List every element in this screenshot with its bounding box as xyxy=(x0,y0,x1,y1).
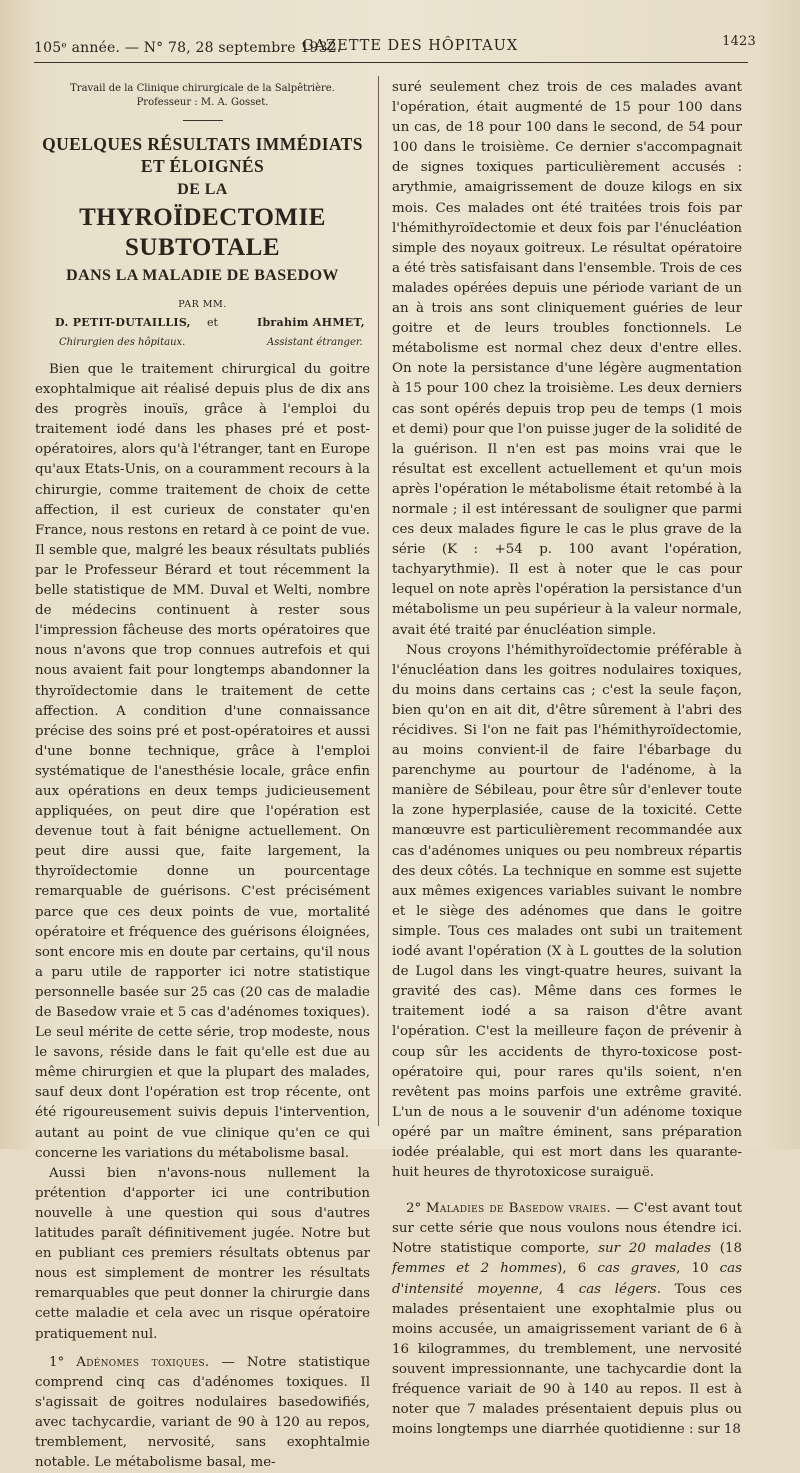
section-2-emphasis: cas d'intensité moyenne xyxy=(392,1261,743,1297)
right-body-text xyxy=(392,78,742,1440)
journal-title: GAZETTE DES HÔPITAUX xyxy=(302,38,519,54)
section-2-paragraph xyxy=(392,1199,742,1440)
section-2-text: , 10 xyxy=(676,1261,720,1277)
by-line: PAR MM. xyxy=(178,299,227,310)
paragraph: Nous croyons l'hémithyroïdectomie préférable à l'énucléation dans les goitres nodulaires toxiques, du moins dans certains cas ; c'est la seule façon, bien qu'on en ait dit, d'être sûrement à l'abri des récidives. Si l'on ne fait pas l'hémithyroïdectomie, au moins convient-il de faire l'ébarbage du parenchyme au pourtour de l'adénome, à la manière de Sébileau, pour être sûr d'enlever toute la zone hyperplasiée, cause de la toxicité. Cette manœuvre est particulièrement recommandée aux cas d'adénomes uniques ou peu nombreux répartis des deux côtés. La technique en somme est sujette aux mêmes exigences variables suivant le nombre et le siège des adénomes que dans le goitre simple. Tous ces malades ont subi un traitement iodé avant l'opération (X à L gouttes de la solution de Lugol dans les vingt-quatre heures, suivant la gravité des cas). Même dans ces formes le traitement iodé a sa raison d'être avant l'opération. C'est la meilleure façon de prévenir à coup sûr les accidents de thyro-toxicose post-opératoire qui, pour rares qu'ils soient, n'en revêtent pas moins parfois une extrême gravité. L'un de nous a le souvenir d'un adénome toxique opéré par un maître éminent, sans préparation iodée préalable, qui est mort dans les quarante-huit heures de thyrotoxicose suraiguë. xyxy=(392,642,742,1181)
issue-line: 105ᵉ année. — N° 78, 28 septembre 1932. xyxy=(34,40,342,56)
section-2-text: , 4 xyxy=(538,1281,579,1297)
attribution-professor: Professeur : M. A. Gosset. xyxy=(136,97,269,108)
left-column xyxy=(35,78,370,1473)
section-1-heading: Adénomes toxiques. xyxy=(76,1354,210,1370)
section-2-text: . Tous ces malades présentaient une exophtalmie plus ou moins accusée, un amaigrissement variant de 6 à 16 kilogrammes, du tremblement, une nervosité souvent impressionnante, une tachycardie dont la fréquence variait de 90 à 140 au repos. Il est à noter que 7 malades présentaient depuis plus ou moins longtemps une diarrhée quotidienne : sur 18 xyxy=(392,1281,742,1438)
title-divider xyxy=(183,120,223,121)
attribution xyxy=(35,82,370,110)
section-1-number: 1° xyxy=(49,1354,77,1370)
right-column xyxy=(392,78,742,1440)
paragraph: Aussi bien n'avons-nous nullement la prétention d'apporter ici une contribution nouvelle à une question qui sous d'autres latitudes paraît définitivement jugée. Notre but en publiant ces premiers résultats obtenus par nous est simplement de montrer les résultats remarquables que peut donner la chirurgie dans cette maladie et cela avec un risque opératoire pratiquement nul. xyxy=(35,1165,370,1342)
article-title-main: THYROÏDECTOMIE SUBTOTALE xyxy=(79,204,326,261)
paragraph: Bien que le traitement chirurgical du goitre exophtalmique ait réalisé depuis plus de dix ans des progrès inouïs, grâce à l'emploi du traitement iodé dans les phases pré et post-opératoires, alors qu'à l'étranger, tant en Europe qu'aux Etats-Unis, on a couramment recours à la chirurgie, comme traitement de choix de cette affection, il est curieux de constater qu'en France, nous restons en retard à ce point de vue. Il semble que, malgré les beaux résultats publiés par le Professeur Bérard et tout récemment la belle statistique de MM. Duval et Welti, nombre de médecins continuent à rester sous l'impression fâcheuse des morts opératoires que nous n'avons que trop connues autrefois et qui nous avaient fait pour longtemps abandonner la thyroïdectomie dans le traitement de cette affection. A condition d'une connaissance précise des soins pré et post-opératoires et aussi d'une bonne technique, grâce à l'emploi systématique de l'anesthésie locale, grâce enfin aux opérations en deux temps judicieusement appliquées, on peut dire que l'opération est devenue tout à fait bénigne actuellement. On peut dire aussi que, faite largement, la thyroïdectomie donne un pourcentage remarquable de guérisons. C'est précisément parce que ces deux points de vue, mortalité opératoire et fréquence des guérisons éloignées, sont encore mis en doute par certains, qu'il nous a paru utile de rapporter ici notre statistique personnelle basée sur 25 cas (20 cas de maladie de Basedow vraie et 5 cas d'adénomes toxiques). Le seul mérite de cette série, trop modeste, nous le savons, réside dans le fait qu'elle est due au même chirurgien et que la plupart des malades, sauf deux dont l'opération est trop récente, ont été rigoureusement suivis depuis l'intervention, autant au point de vue clinique qu'en ce qui concerne les variations du métabolisme basal. xyxy=(35,362,371,1161)
section-2-emphasis: femmes et 2 hommes xyxy=(392,1261,558,1277)
author-conjunction: et xyxy=(207,316,218,329)
author-2-name: Ibrahim AHMET, xyxy=(257,316,365,329)
page-header xyxy=(34,34,756,58)
section-2-emphasis: sur 20 malades xyxy=(598,1241,711,1257)
article-title-line-2: DE LA xyxy=(177,181,228,198)
section-1-text: — Notre statistique comprend cinq cas d'adénomes toxiques. Il s'agissait de goitres nodulaires basedowifiés, avec tachycardie, variant de 90 à 120 au repos, tremblement, nervosité, sans exophtalmie notable. Le métabolisme basal, me- xyxy=(35,1354,370,1471)
attribution-clinic: Travail de la Clinique chirurgicale de la Salpêtrière. xyxy=(70,83,335,94)
section-1-paragraph xyxy=(35,1353,370,1473)
author-2-role: Assistant étranger. xyxy=(267,337,363,348)
column-separator xyxy=(378,76,379,1126)
section-2-heading: Maladies de Basedow vraies. xyxy=(425,1201,612,1217)
article-title-line-4: DANS LA MALADIE DE BASEDOW xyxy=(66,267,339,284)
paragraph: suré seulement chez trois de ces malades avant l'opération, était augmenté de 15 pour 100 dans un cas, de 18 pour 100 dans le second, de 54 pour 100 dans le troisième. Ce dernier s'accompagnait de signes toxiques particulièrement accusés : arythmie, amaigrissement de douze kilogs en six mois. Ces malades ont été traitées trois fois par l'hémithyroïdectomie et deux fois par l'énucléation simple des noyaux goitreux. Le résultat opératoire a été très satisfaisant dans l'ensemble. Trois de ces malades opérées depuis une période variant de un an à trois ans sont cliniquement guéries de leur goitre et de leurs troubles fonctionnels. Le métabolisme est normal chez deux d'entre elles. On note la persistance d'une légère augmentation à 15 pour 100 chez la troisième. Les deux derniers cas sont opérés depuis trop peu de temps (1 mois et demi) pour que l'on puisse juger de la solidité de la guérison. Il n'en est pas moins vrai que le résultat est excellent actuellement et qu'un mois après l'opération le métabolisme était retombé à la normale ; il est intéressant de souligner que parmi ces deux malades figure le cas le plus grave de la série (K : +54 p. 100 avant l'opération, tachyarythmie). Il est à noter que le cas pour lequel on note après l'opération la persistance d'un métabolisme un peu supérieur à la valeur normale, avait été traité par énucléation simple. xyxy=(392,80,742,638)
section-2-emphasis: cas légers xyxy=(578,1281,657,1297)
section-2-text: — C'est avant tout sur cette série que nous voulons nous étendre ici. Notre statistique comporte, xyxy=(392,1201,742,1257)
authors-block xyxy=(35,316,370,360)
section-2-emphasis: cas graves xyxy=(597,1261,677,1277)
page-number: 1423 xyxy=(722,34,756,49)
author-1-name: D. PETIT-DUTAILLIS, xyxy=(55,316,191,329)
left-body-text xyxy=(35,360,370,1473)
author-1-role: Chirurgien des hôpitaux. xyxy=(59,337,186,348)
section-2-text: ), 6 xyxy=(557,1261,598,1277)
section-2-text: (18 xyxy=(710,1241,742,1257)
section-2-number: 2° xyxy=(406,1201,426,1217)
article-title-line-1: QUELQUES RÉSULTATS IMMÉDIATS ET ÉLOIGNÉS xyxy=(42,134,363,176)
header-rule xyxy=(34,62,748,63)
